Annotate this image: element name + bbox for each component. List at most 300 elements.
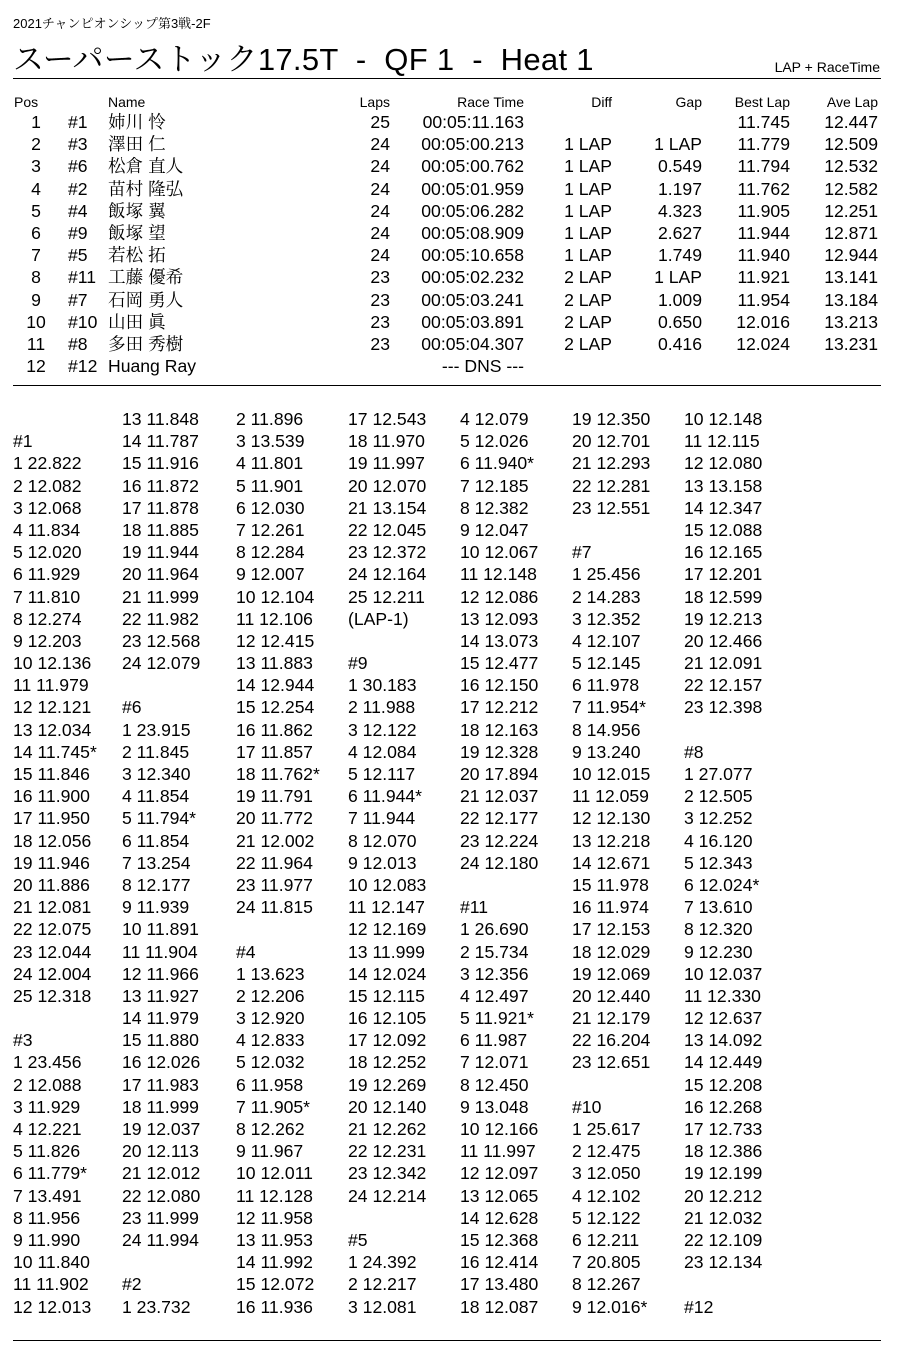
lap-time-entry: 10 12.067 (460, 542, 539, 563)
lap-time-entry: 17 12.092 (348, 1030, 427, 1051)
result-diff: 1 LAP (564, 134, 612, 155)
lap-time-entry: 22 12.157 (684, 675, 763, 696)
result-laps: 24 (370, 245, 390, 266)
results-header-row (0, 94, 900, 111)
result-driver-name: 松倉 直人 (108, 156, 184, 177)
lap-time-entry: 17 12.201 (684, 564, 763, 585)
lap-time-entry: 11 11.902 (13, 1274, 89, 1295)
lap-time-entry: 17 13.480 (460, 1274, 539, 1295)
result-ave-lap: 12.251 (824, 200, 878, 221)
lap-time-entry: 7 20.805 (572, 1252, 641, 1273)
result-ave-lap: 12.944 (824, 245, 878, 266)
lap-time-entry: 9 11.967 (236, 1141, 304, 1162)
lap-time-entry: 13 11.999 (348, 941, 425, 962)
lap-time-entry (348, 630, 468, 652)
lap-driver-label: #1 (13, 431, 33, 452)
lap-time-entry: 21 12.081 (13, 897, 92, 918)
lap-time-entry: 14 12.024 (348, 963, 427, 984)
lap-time-entry (684, 1273, 804, 1295)
lap-time-entry: 10 12.166 (460, 1119, 539, 1139)
lap-time-entry: 23 12.044 (13, 941, 92, 962)
lap-time-entry: 1 25.456 (572, 564, 641, 585)
lap-time-entry: 13 11.953 (236, 1229, 313, 1250)
lap-time-entry: 11 11.904 (122, 941, 198, 962)
lap-time-entry: 11 11.979 (13, 675, 89, 696)
lap-time-entry: 1 23.915 (122, 719, 191, 740)
lap-time-entry: 18 11.762* (236, 764, 320, 784)
lap-time-entry: 4 12.107 (572, 630, 641, 651)
lap-time-entry: 24 12.164 (348, 564, 427, 585)
lap-time-entry: 13 11.883 (236, 653, 313, 674)
result-ave-lap: 12.871 (824, 222, 878, 243)
lap-time-entry: 16 12.414 (460, 1252, 539, 1273)
lap-time-entry: 9 13.240 (572, 741, 641, 762)
results-table (0, 94, 900, 377)
col-bestlap-header: Best Lap (734, 94, 790, 110)
result-driver-name: 山田 眞 (108, 311, 166, 332)
lap-time-entry: 19 12.199 (684, 1163, 763, 1184)
result-best-lap: 12.024 (736, 333, 790, 354)
lap-time-entry: 16 12.150 (460, 675, 539, 696)
lap-time-entry: 23 12.651 (572, 1052, 651, 1073)
lap-time-entry: 21 12.262 (348, 1119, 427, 1139)
lap-time-entry (348, 1207, 468, 1229)
result-status: --- DNS --- (441, 356, 524, 377)
result-car-number: #8 (68, 333, 88, 354)
lap-time-entry: 18 12.163 (460, 719, 539, 740)
lap-time-entry: 8 12.284 (236, 542, 305, 563)
lap-time-entry: 4 12.079 (460, 409, 529, 429)
lap-time-entry: 10 12.037 (684, 963, 763, 984)
result-car-number: #5 (68, 245, 88, 266)
lap-time-entry: 9 12.013 (348, 852, 417, 873)
result-row (0, 311, 900, 333)
result-pos: 2 (31, 134, 41, 155)
result-car-number: #1 (68, 112, 88, 132)
lap-time-entry: 24 12.079 (122, 653, 201, 674)
lap-time-entry: 2 12.088 (13, 1074, 82, 1095)
lap-driver-label: #10 (572, 1096, 602, 1117)
result-row (0, 289, 900, 311)
result-driver-name: 若松 拓 (108, 245, 166, 266)
lap-driver-label: #8 (684, 741, 704, 762)
lap-column (122, 408, 242, 1318)
lap-time-entry: 14 11.745* (13, 741, 97, 762)
result-gap: 4.323 (657, 200, 702, 221)
lap-time-entry: 22 11.982 (122, 608, 199, 629)
lap-time-entry: 14 12.347 (684, 497, 763, 518)
lap-time-entry: 6 11.929 (13, 564, 81, 585)
result-car-number: #12 (68, 356, 98, 377)
result-pos: 8 (31, 267, 41, 288)
lap-time-entry: 6 11.854 (122, 830, 190, 851)
lap-time-entry: 9 12.016* (572, 1296, 648, 1317)
result-ave-lap: 13.184 (824, 289, 878, 310)
report-title: スーパーストック17.5T - QF 1 - Heat 1 (13, 42, 594, 77)
lap-time-entry: 21 12.037 (460, 786, 539, 807)
lap-time-entry: 16 12.268 (684, 1096, 763, 1117)
lap-time-entry: 17 12.733 (684, 1119, 763, 1139)
lap-time-entry: 18 12.252 (348, 1052, 427, 1073)
lap-time-entry: 13 14.092 (684, 1030, 763, 1051)
lap-time-entry: 23 12.342 (348, 1163, 427, 1184)
lap-time-entry (460, 874, 580, 896)
result-row (0, 200, 900, 222)
result-diff: 1 LAP (564, 156, 612, 177)
lap-time-entry: 3 12.050 (572, 1163, 641, 1184)
lap-driver-label: #7 (572, 542, 592, 563)
result-ave-lap: 12.582 (824, 178, 878, 199)
result-race-time: 00:05:02.232 (421, 267, 524, 288)
result-race-time: 00:05:08.909 (421, 222, 524, 243)
lap-time-entry: 16 11.974 (572, 897, 649, 918)
lap-column (13, 408, 133, 1318)
lap-time-entry (122, 674, 242, 696)
result-laps: 24 (370, 178, 390, 199)
lap-time-entry: 20 12.701 (572, 431, 651, 452)
result-gap: 1.749 (657, 245, 702, 266)
lap-time-entry: 14 12.449 (684, 1052, 763, 1073)
result-best-lap: 11.905 (737, 200, 790, 221)
result-best-lap: 11.940 (737, 245, 790, 266)
result-car-number: #6 (68, 156, 88, 177)
result-row (0, 266, 900, 288)
lap-time-entry: 12 11.966 (122, 963, 199, 984)
lap-time-entry: 19 12.328 (460, 741, 539, 762)
lap-time-entry: 8 11.956 (13, 1207, 81, 1228)
lap-time-entry: 10 11.840 (13, 1252, 90, 1273)
lap-time-entry: 19 12.269 (348, 1074, 427, 1095)
lap-time-entry: 21 12.032 (684, 1207, 763, 1228)
lap-time-entry: 3 12.252 (684, 808, 753, 829)
result-laps: 23 (370, 333, 390, 354)
lap-time-entry: 4 12.084 (348, 741, 417, 762)
lap-time-entry: 4 11.834 (13, 519, 81, 540)
lap-time-entry: 2 12.082 (13, 475, 82, 496)
result-gap: 0.549 (657, 156, 702, 177)
lap-time-entry: 25 12.318 (13, 985, 92, 1006)
result-pos: 10 (26, 311, 46, 332)
lap-time-entry: 12 12.086 (460, 586, 539, 607)
lap-time-entry: 18 12.599 (684, 586, 763, 607)
lap-driver-label: #6 (122, 697, 142, 718)
result-laps: 23 (370, 267, 390, 288)
lap-time-entry: 19 11.997 (348, 453, 425, 474)
lap-time-entry: 22 12.231 (348, 1141, 427, 1162)
lap-time-entry: 11 12.330 (684, 985, 761, 1006)
lap-time-entry: 18 12.056 (13, 830, 92, 851)
lap-time-entry: 8 12.320 (684, 919, 753, 940)
lap-time-entry: 5 11.826 (13, 1141, 81, 1162)
lap-time-entry: 14 11.979 (122, 1008, 199, 1029)
lap-time-entry: 3 12.340 (122, 764, 191, 784)
lap-time-entry: 11 12.148 (460, 564, 537, 585)
lap-time-entry: 12 12.013 (13, 1296, 92, 1317)
lap-time-entry: 19 12.037 (122, 1119, 201, 1139)
result-driver-name: 石岡 勇人 (108, 289, 184, 310)
lap-time-entry: 1 23.732 (122, 1296, 191, 1317)
col-diff-header: Diff (591, 94, 612, 110)
result-car-number: #10 (68, 311, 98, 332)
lap-time-entry: 21 12.293 (572, 453, 651, 474)
lap-time-entry: 22 11.964 (236, 852, 313, 873)
lap-time-entry: 12 12.121 (13, 697, 92, 718)
result-row (0, 178, 900, 200)
col-gap-header: Gap (675, 94, 702, 110)
lap-time-entry: 21 12.091 (684, 653, 763, 674)
lap-time-entry: 11 12.106 (236, 608, 313, 629)
lap-time-entry: 7 13.491 (13, 1185, 82, 1206)
lap-time-entry: 19 11.791 (236, 786, 313, 807)
result-ave-lap: 12.509 (824, 134, 878, 155)
result-diff: 2 LAP (564, 267, 612, 288)
lap-time-entry: 15 12.208 (684, 1074, 763, 1095)
report-subtitle: 2021チャンピオンシップ第3戦-2F (13, 16, 211, 31)
result-laps: 24 (370, 222, 390, 243)
lap-time-entry: 16 11.936 (236, 1296, 313, 1317)
lap-time-entry: 18 12.386 (684, 1141, 763, 1162)
lap-time-entry: 3 12.352 (572, 608, 641, 629)
result-best-lap: 12.016 (736, 311, 790, 332)
lap-time-entry: 21 12.012 (122, 1163, 201, 1184)
col-pos-header: Pos (14, 94, 39, 110)
lap-time-entry: 3 12.356 (460, 963, 529, 984)
result-car-number: #7 (68, 289, 88, 310)
lap-time-entry: 20 11.964 (122, 564, 199, 585)
result-pos: 5 (31, 200, 41, 221)
lap-time-entry: 6 11.944* (348, 786, 423, 807)
lap-time-entry: 9 12.007 (236, 564, 305, 585)
lap-time-entry: 16 11.900 (13, 786, 90, 807)
lap-time-entry: 1 27.077 (684, 764, 753, 784)
lap-time-entry: 3 12.081 (348, 1296, 417, 1317)
lap-time-entry: 20 12.440 (572, 985, 651, 1006)
lap-time-entry: 5 12.343 (684, 852, 753, 873)
col-avelap-header: Ave Lap (826, 94, 878, 110)
lap-time-entry: 12 11.958 (236, 1207, 313, 1228)
lap-time-entry: 1 22.822 (13, 453, 82, 474)
lap-time-entry: 17 12.212 (460, 697, 539, 718)
lap-time-entry: 7 12.261 (236, 519, 305, 540)
lap-time-entry: 17 12.153 (572, 919, 651, 940)
lap-time-entry: 18 12.029 (572, 941, 651, 962)
result-pos: 1 (31, 112, 41, 132)
footer-rule (13, 1340, 881, 1341)
lap-time-entry: 3 12.122 (348, 719, 417, 740)
lap-time-entry: 14 12.628 (460, 1207, 539, 1228)
lap-time-entry: 13 12.065 (460, 1185, 539, 1206)
lap-time-entry: 2 14.283 (572, 586, 641, 607)
lap-time-entry: 4 12.497 (460, 985, 529, 1006)
lap-time-entry: 5 12.122 (572, 1207, 641, 1228)
lap-time-entry: 8 12.382 (460, 497, 529, 518)
lap-time-entry: 7 12.185 (460, 475, 529, 496)
result-diff: 1 LAP (564, 200, 612, 221)
lap-time-entry: 18 11.970 (348, 431, 425, 452)
lap-time-entry: 15 11.880 (122, 1030, 199, 1051)
lap-time-entry: 15 11.978 (572, 874, 649, 895)
lap-time-entry: 6 12.024* (684, 874, 760, 895)
lap-time-entry: 17 11.857 (236, 741, 313, 762)
lap-time-entry: 10 12.148 (684, 409, 763, 429)
lap-time-entry: 8 12.274 (13, 608, 82, 629)
lap-time-entry: 24 12.214 (348, 1185, 427, 1206)
lap-time-entry: 17 11.983 (122, 1074, 199, 1095)
result-race-time: 00:05:10.658 (421, 245, 524, 266)
lap-time-entry: 21 12.179 (572, 1008, 651, 1029)
lap-time-entry: 10 12.104 (236, 586, 315, 607)
lap-time-entry: 16 11.862 (236, 719, 313, 740)
result-car-number: #11 (68, 267, 97, 288)
lap-time-entry: 13 11.848 (122, 409, 199, 429)
col-name-header: Name (108, 94, 146, 110)
lap-time-entry (13, 408, 133, 430)
lap-time-entry: 5 12.145 (572, 653, 641, 674)
lap-time-entry: 18 11.885 (122, 519, 199, 540)
lap-time-entry: 22 16.204 (572, 1030, 651, 1051)
lap-time-entry: 17 12.543 (348, 409, 427, 429)
result-car-number: #9 (68, 222, 88, 243)
result-row (0, 333, 900, 355)
lap-time-entry: 20 12.113 (122, 1141, 199, 1162)
lap-time-entry: 12 12.097 (460, 1163, 539, 1184)
lap-time-entry: 16 11.872 (122, 475, 199, 496)
lap-time-entry: 23 12.551 (572, 497, 651, 518)
lap-time-entry: 11 12.059 (572, 786, 649, 807)
lap-time-entry: 16 12.105 (348, 1008, 427, 1029)
result-gap: 0.416 (657, 333, 702, 354)
result-ave-lap: 12.532 (824, 156, 878, 177)
lap-time-entry: 3 13.539 (236, 431, 305, 452)
result-diff: 2 LAP (564, 289, 612, 310)
result-race-time: 00:05:00.762 (421, 156, 524, 177)
lap-time-entry: 5 12.032 (236, 1052, 305, 1073)
result-car-number: #3 (68, 134, 88, 155)
lap-time-entry: 9 11.990 (13, 1229, 81, 1250)
lap-time-entry: 14 11.992 (236, 1252, 313, 1273)
lap-time-entry: 13 13.158 (684, 475, 763, 496)
result-race-time: 00:05:03.891 (421, 311, 524, 332)
result-gap: 2.627 (657, 222, 702, 243)
lap-time-entry: 15 11.846 (13, 764, 90, 784)
lap-time-entry: 7 11.944 (348, 808, 416, 829)
lap-time-entry: 21 12.002 (236, 830, 315, 851)
lap-time-entry: 6 12.211 (572, 1229, 640, 1250)
result-driver-name: 多田 秀樹 (108, 333, 184, 354)
lap-time-entry: 4 12.833 (236, 1030, 305, 1051)
lap-column (684, 408, 804, 1318)
lap-time-entry: 2 15.734 (460, 941, 529, 962)
result-pos: 12 (26, 356, 46, 377)
result-gap: 1 LAP (654, 134, 702, 155)
lap-time-entry: 20 11.772 (236, 808, 313, 829)
lap-time-entry: 19 12.350 (572, 409, 651, 429)
lap-time-entry: 15 12.115 (348, 985, 425, 1006)
lap-time-entry: 12 12.080 (684, 453, 763, 474)
lap-column (348, 408, 468, 1318)
lap-time-entry: 13 12.218 (572, 830, 651, 851)
result-race-time: 00:05:01.959 (421, 178, 524, 199)
result-best-lap: 11.779 (737, 134, 790, 155)
result-driver-name: Huang Ray (108, 356, 197, 377)
lap-time-entry: 20 17.894 (460, 764, 539, 784)
lap-time-entry: 19 12.213 (684, 608, 763, 629)
lap-time-entry: 14 11.787 (122, 431, 199, 452)
lap-time-entry: 16 12.165 (684, 542, 763, 563)
lap-time-entry: 15 11.916 (122, 453, 199, 474)
lap-time-entry: 15 12.072 (236, 1274, 315, 1295)
lap-time-entry: 22 12.109 (684, 1229, 763, 1250)
lap-time-entry: 7 13.254 (122, 852, 191, 873)
lap-time-entry: 9 12.203 (13, 630, 82, 651)
result-driver-name: 工藤 優希 (108, 267, 184, 288)
lap-time-entry: 17 11.950 (13, 808, 90, 829)
lap-time-entry: 4 11.854 (122, 786, 190, 807)
result-driver-name: 澤田 仁 (108, 134, 166, 155)
result-diff: 1 LAP (564, 222, 612, 243)
lap-time-entry: 1 30.183 (348, 675, 417, 696)
lap-time-entry: 20 12.212 (684, 1185, 763, 1206)
result-race-time: 00:05:03.241 (421, 289, 524, 310)
lap-time-entry (13, 1007, 133, 1029)
lap-time-entry: 11 12.128 (236, 1185, 313, 1206)
lap-time-entry: 11 12.147 (348, 897, 425, 918)
lap-time-entry: 24 11.815 (236, 897, 313, 918)
lap-time-entry: 15 12.477 (460, 653, 539, 674)
lap-time-entry: 9 12.047 (460, 519, 529, 540)
lap-time-entry: 25 12.211 (348, 586, 425, 607)
lap-driver-label: #12 (684, 1296, 714, 1317)
lap-time-entry: 24 12.180 (460, 852, 539, 873)
result-driver-name: 飯塚 翼 (108, 200, 166, 221)
lap-time-entry: 2 12.206 (236, 985, 305, 1006)
result-ave-lap: 13.141 (824, 267, 878, 288)
result-pos: 3 (31, 156, 41, 177)
result-pos: 6 (31, 222, 41, 243)
result-ave-lap: 12.447 (824, 112, 878, 132)
lap-time-entry: 23 11.977 (236, 874, 313, 895)
result-race-time: 00:05:04.307 (421, 333, 524, 354)
lap-time-entry: 10 12.011 (236, 1163, 313, 1184)
lap-time-entry: 9 12.230 (684, 941, 753, 962)
result-pos: 7 (31, 245, 41, 266)
lap-time-entry (572, 519, 692, 541)
lap-time-entry: 16 12.026 (122, 1052, 201, 1073)
result-laps: 23 (370, 311, 390, 332)
lap-time-entry: 5 11.901 (236, 475, 304, 496)
result-gap: 1.197 (657, 178, 702, 199)
lap-time-entry: 22 12.075 (13, 919, 92, 940)
lap-time-entry: 22 12.281 (572, 475, 651, 496)
lap-time-entry: 22 12.177 (460, 808, 539, 829)
lap-time-entry: 4 12.221 (13, 1119, 82, 1139)
lap-time-entry: 20 12.070 (348, 475, 427, 496)
lap-time-entry: 7 11.810 (13, 586, 81, 607)
lap-time-entry: 8 12.070 (348, 830, 417, 851)
lap-column (572, 408, 692, 1318)
lap-time-entry: 12 12.415 (236, 630, 315, 651)
result-row (0, 133, 900, 155)
lap-column (460, 408, 580, 1318)
lap-time-entry: (LAP-1) (348, 608, 409, 629)
lap-time-entry: 20 12.140 (348, 1096, 427, 1117)
lap-time-entry: 24 11.994 (122, 1229, 199, 1250)
lap-time-entry: 12 12.169 (348, 919, 427, 940)
lap-time-entry: 6 11.779* (13, 1163, 88, 1184)
lap-time-entry (572, 1074, 692, 1096)
lap-time-entry: 1 13.623 (236, 963, 305, 984)
result-gap: 0.650 (657, 311, 702, 332)
